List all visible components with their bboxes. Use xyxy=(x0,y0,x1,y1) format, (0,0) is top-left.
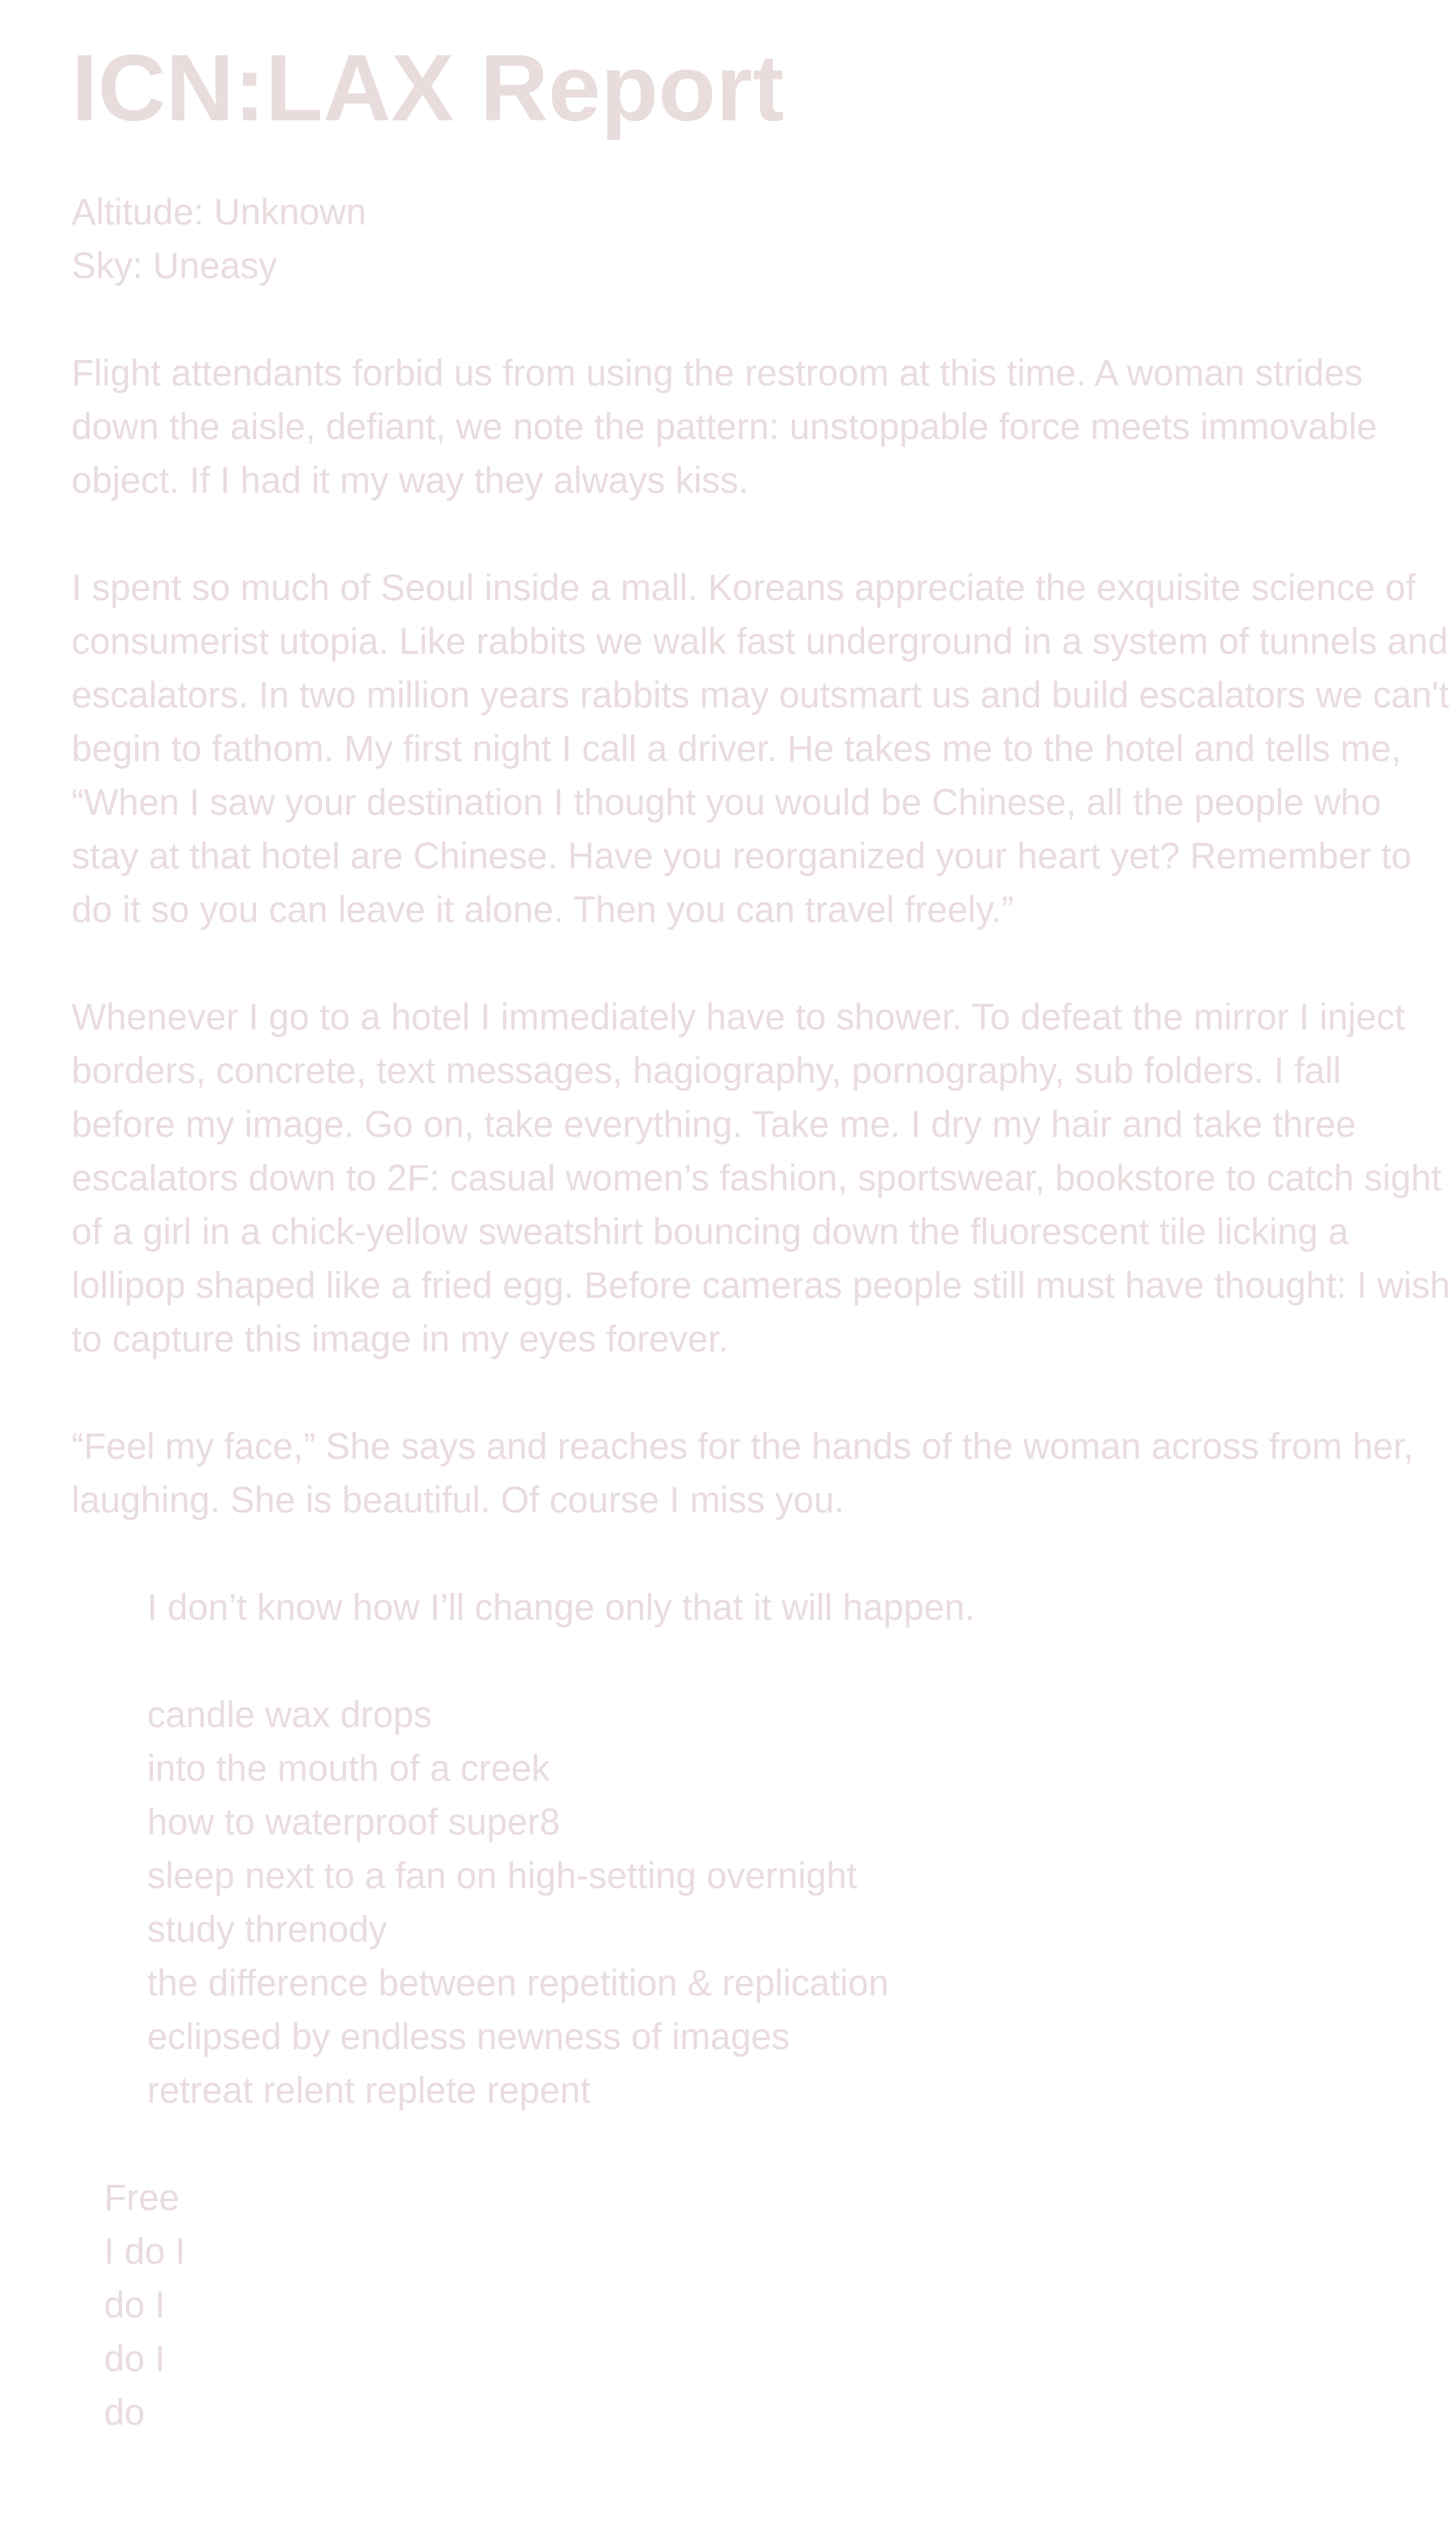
free-line: do xyxy=(104,2391,146,2433)
paragraph-feel-my-face: “Feel my face,” She says and reaches for the hands of the woman across from her, laughing. She is beautiful. Of course I miss you. xyxy=(72,1425,1414,1521)
sky-line: Sky: Uneasy xyxy=(72,245,277,286)
free-line: do I xyxy=(104,2284,166,2326)
poem-line: eclipsed by endless newness of images xyxy=(147,2016,790,2057)
poem-line: how to waterproof super8 xyxy=(147,1801,560,1843)
poem-line: the difference between repetition & replication xyxy=(147,1962,889,2004)
free-block xyxy=(104,2171,1454,2439)
free-line: I do I xyxy=(104,2230,186,2272)
flight-meta xyxy=(72,185,1454,293)
poem-line: study threnody xyxy=(147,1908,388,1950)
paragraph-hotel: Whenever I go to a hotel I immediately have to shower. To defeat the mirror I inject borders, concrete, text messages, hagiography, pornography, sub folders. I fall before my image. Go on, take everything. Take me. I dry my hair and take three escalators down to 2F: casual women’s fashion, sportswear, bookstore to catch sight of a girl in a chick-yellow sweatshirt bouncing down the fluorescent tile licking a lollipop shaped like a fried egg. Before cameras people still must have thought: I wish to capture this image in my eyes forever. xyxy=(72,996,1450,1360)
report-page xyxy=(72,33,1454,2439)
indented-line: I don’t know how I’ll change only that it will happen. xyxy=(147,1586,976,1628)
altitude-line: Altitude: Unknown xyxy=(72,191,367,233)
free-line: do I xyxy=(104,2338,166,2379)
poem-line: candle wax drops xyxy=(147,1694,432,1735)
free-line: Free xyxy=(104,2177,180,2218)
poem-line: into the mouth of a creek xyxy=(147,1747,550,1789)
poem-block xyxy=(147,1688,1454,2117)
page-title: ICN:LAX Report xyxy=(72,35,785,141)
paragraph-seoul: I spent so much of Seoul inside a mall. Koreans appreciate the exquisite science of consumerist utopia. Like rabbits we walk fast underground in a system of tunnels and escalators. In two million years rabbits may outsmart us and build escalators we can't begin to fathom. My first night I call a driver. He takes me to the hotel and tells me, “When I saw your destination I thought you would be Chinese, all the people who stay at that hotel are Chinese. Have you reorganized your heart yet? Remember to do it so you can leave it alone. Then you can travel freely.” xyxy=(72,567,1449,930)
paragraph-restroom: Flight attendants forbid us from using the restroom at this time. A woman strides down the aisle, defiant, we note the pattern: unstoppable force meets immovable object. If I had it my way they always kiss. xyxy=(72,352,1377,501)
poem-line: retreat relent replete repent xyxy=(147,2069,591,2111)
poem-line: sleep next to a fan on high-setting overnight xyxy=(147,1855,858,1896)
